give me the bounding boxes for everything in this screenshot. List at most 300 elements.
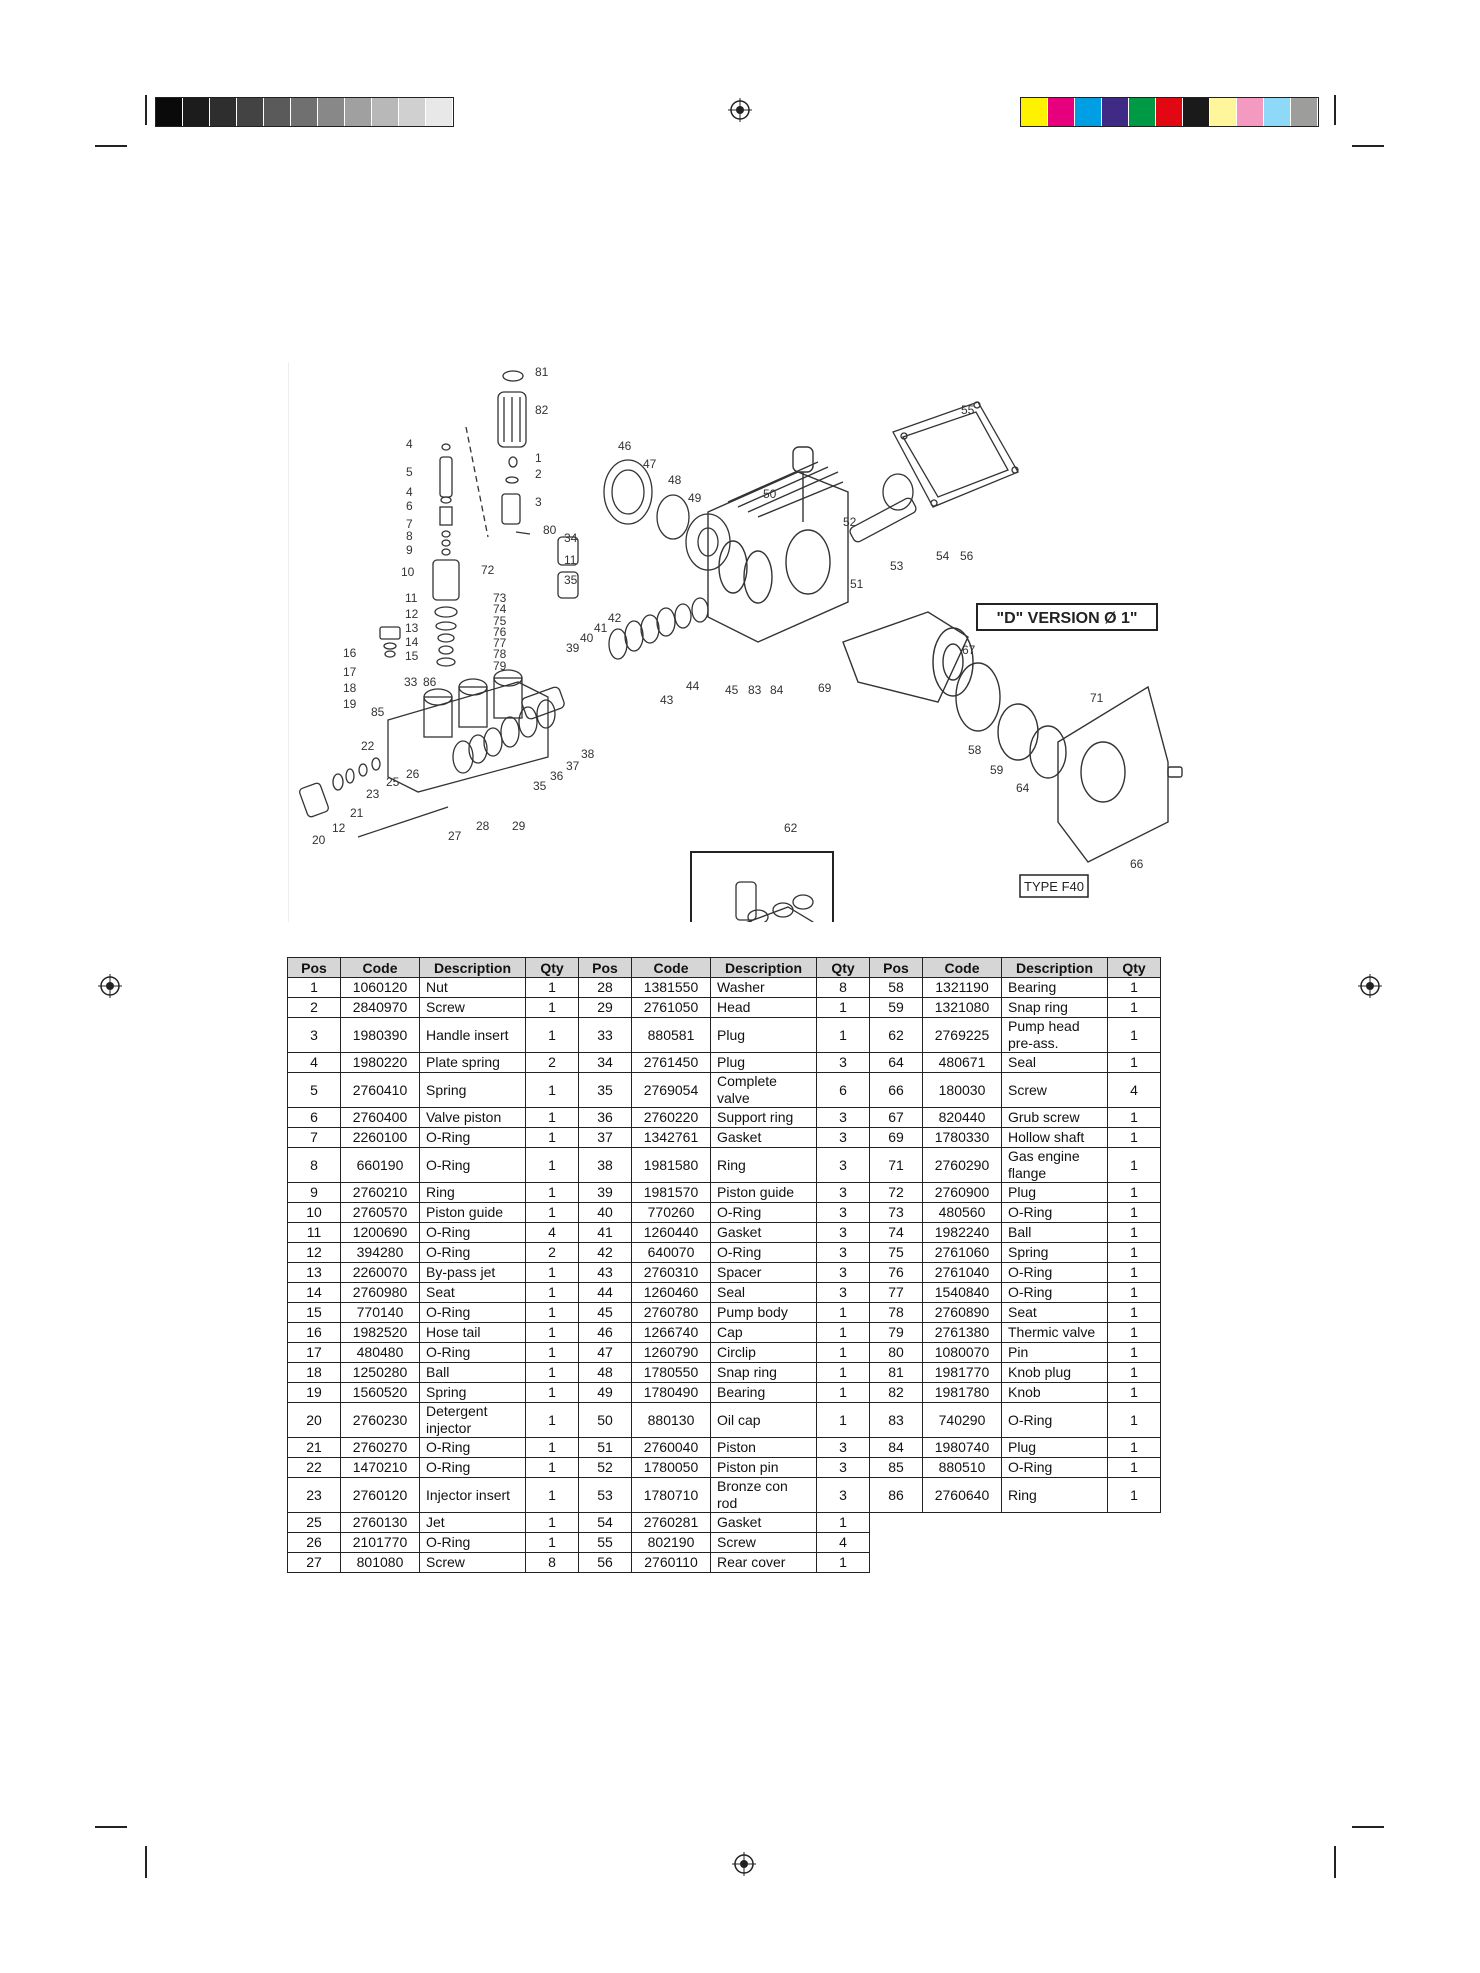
cell-pos: 16 (288, 1323, 341, 1343)
cell-code: 2260100 (341, 1128, 420, 1148)
cell-qty: 1 (526, 1018, 579, 1053)
cell-description: Spring (1002, 1243, 1108, 1263)
crop-mark (145, 95, 147, 125)
cell-description: Head (711, 998, 817, 1018)
header-code: Code (341, 958, 420, 978)
cell-qty (1108, 1513, 1161, 1533)
knob-assembly (466, 371, 530, 537)
cell-description: Seat (420, 1283, 526, 1303)
cell-qty: 1 (817, 1018, 870, 1053)
cell-description: O-Ring (711, 1243, 817, 1263)
cell-description: O-Ring (420, 1243, 526, 1263)
table-row (288, 1403, 1161, 1438)
callout-number: 51 (850, 577, 864, 591)
crop-mark (145, 1846, 147, 1878)
cell-description: Detergent injector (420, 1403, 526, 1438)
cell-qty: 3 (817, 1478, 870, 1513)
cell-code: 801080 (341, 1553, 420, 1573)
cell-qty: 3 (817, 1203, 870, 1223)
gray-swatch (399, 98, 426, 126)
callout-number: 35 (564, 573, 578, 587)
cell-code: 1560520 (341, 1383, 420, 1403)
callout-number: 54 (936, 549, 950, 563)
cell-pos (870, 1533, 923, 1553)
cell-code: 1780710 (632, 1478, 711, 1513)
cell-qty: 1 (817, 1383, 870, 1403)
cell-description: O-Ring (1002, 1263, 1108, 1283)
callout-number: 15 (405, 649, 419, 663)
cell-pos: 41 (579, 1223, 632, 1243)
table-row (288, 998, 1161, 1018)
cell-pos: 33 (579, 1018, 632, 1053)
callout-number: 55 (961, 403, 975, 417)
cell-qty: 1 (1108, 1263, 1161, 1283)
callout-number: 73 (493, 591, 507, 605)
table-row (288, 1148, 1161, 1183)
gray-swatch (183, 98, 210, 126)
callout-number: 39 (566, 641, 580, 655)
cell-description: Plug (711, 1018, 817, 1053)
cell-code: 660190 (341, 1148, 420, 1183)
cell-qty: 1 (526, 1148, 579, 1183)
cell-description: Plate spring (420, 1053, 526, 1073)
cell-description: Injector insert (420, 1478, 526, 1513)
table-row (288, 1438, 1161, 1458)
callout-number: 12 (405, 607, 419, 621)
cell-pos: 35 (579, 1073, 632, 1108)
cell-pos: 64 (870, 1053, 923, 1073)
callout-number: 25 (386, 775, 400, 789)
cell-qty: 3 (817, 1458, 870, 1478)
callout-number: 1 (535, 451, 542, 465)
callout-number: 56 (960, 549, 974, 563)
cell-description: Ring (1002, 1478, 1108, 1513)
cell-description: Spring (420, 1383, 526, 1403)
callout-number: 82 (535, 403, 549, 417)
cell-pos: 12 (288, 1243, 341, 1263)
cell-qty: 1 (1108, 1323, 1161, 1343)
cell-qty: 1 (1108, 978, 1161, 998)
cell-pos: 81 (870, 1363, 923, 1383)
gray-swatch (372, 98, 399, 126)
cell-code: 2761060 (923, 1243, 1002, 1263)
callout-number: 72 (481, 563, 495, 577)
cell-code: 1080070 (923, 1343, 1002, 1363)
cell-pos (870, 1553, 923, 1573)
cell-description: Spacer (711, 1263, 817, 1283)
cell-pos: 46 (579, 1323, 632, 1343)
header-qty: Qty (817, 958, 870, 978)
cell-code: 1780330 (923, 1128, 1002, 1148)
cell-qty: 1 (1108, 1108, 1161, 1128)
callout-number: 10 (401, 565, 415, 579)
cell-description: Ring (420, 1183, 526, 1203)
cell-qty: 1 (1108, 1343, 1161, 1363)
table-row (288, 1053, 1161, 1073)
cell-description: Gasket (711, 1128, 817, 1148)
cell-description: Screw (711, 1533, 817, 1553)
hollow-shaft (843, 612, 1066, 778)
cell-pos: 3 (288, 1018, 341, 1053)
cell-description: O-Ring (420, 1343, 526, 1363)
callout-number: 9 (406, 543, 413, 557)
cell-qty: 1 (1108, 1223, 1161, 1243)
table-row (288, 1458, 1161, 1478)
cell-code: 2769054 (632, 1073, 711, 1108)
cell-pos: 62 (870, 1018, 923, 1053)
cell-pos: 29 (579, 998, 632, 1018)
cell-pos: 17 (288, 1343, 341, 1363)
cell-code (923, 1533, 1002, 1553)
cell-pos: 45 (579, 1303, 632, 1323)
cell-pos: 78 (870, 1303, 923, 1323)
cell-description: O-Ring (420, 1128, 526, 1148)
callout-number: 64 (1016, 781, 1030, 795)
cell-qty: 2 (526, 1243, 579, 1263)
callout-number: 18 (343, 681, 357, 695)
callout-number: 4 (406, 437, 413, 451)
cell-description: O-Ring (1002, 1203, 1108, 1223)
cell-pos: 77 (870, 1283, 923, 1303)
cell-code: 640070 (632, 1243, 711, 1263)
table-row (288, 1478, 1161, 1513)
callout-number: 34 (564, 531, 578, 545)
cell-code: 2760210 (341, 1183, 420, 1203)
cell-pos: 21 (288, 1438, 341, 1458)
callout-number: 67 (962, 643, 976, 657)
callout-number: 40 (580, 631, 594, 645)
cell-code: 740290 (923, 1403, 1002, 1438)
cell-pos: 73 (870, 1203, 923, 1223)
callout-number: 78 (493, 647, 507, 661)
cell-description: Knob plug (1002, 1363, 1108, 1383)
table-header-row (288, 958, 1161, 978)
cell-qty: 1 (526, 1183, 579, 1203)
cell-description: Gasket (711, 1513, 817, 1533)
cell-code: 2760270 (341, 1438, 420, 1458)
table-row (288, 1183, 1161, 1203)
cell-qty: 6 (817, 1073, 870, 1108)
cell-qty: 1 (526, 1438, 579, 1458)
cell-description: Bearing (1002, 978, 1108, 998)
callout-number: 21 (350, 806, 364, 820)
cell-pos: 44 (579, 1283, 632, 1303)
cell-code: 2760400 (341, 1108, 420, 1128)
color-swatch (1102, 98, 1129, 126)
crop-mark (95, 1826, 127, 1828)
callout-number: 59 (990, 763, 1004, 777)
gray-swatch (237, 98, 264, 126)
cell-qty: 1 (526, 1478, 579, 1513)
cell-code: 1321080 (923, 998, 1002, 1018)
cell-description: Support ring (711, 1108, 817, 1128)
callout-number: 17 (343, 665, 357, 679)
cell-code: 880130 (632, 1403, 711, 1438)
cell-qty: 1 (526, 1073, 579, 1108)
cell-pos: 84 (870, 1438, 923, 1458)
callout-number: 38 (581, 747, 595, 761)
callout-number: 4 (406, 485, 413, 499)
cell-code: 2760900 (923, 1183, 1002, 1203)
engine-flange (1058, 687, 1182, 862)
cell-code: 394280 (341, 1243, 420, 1263)
table-row (288, 1243, 1161, 1263)
cell-code: 2101770 (341, 1533, 420, 1553)
cell-pos: 85 (870, 1458, 923, 1478)
cell-qty: 1 (526, 1323, 579, 1343)
cell-code: 2760640 (923, 1478, 1002, 1513)
cell-description: Pump head pre-ass. (1002, 1018, 1108, 1053)
cell-pos: 55 (579, 1533, 632, 1553)
cell-code: 1981570 (632, 1183, 711, 1203)
cell-description: Bearing (711, 1383, 817, 1403)
cell-description: O-Ring (420, 1303, 526, 1323)
inset-frame (691, 852, 833, 922)
cell-qty: 1 (1108, 1458, 1161, 1478)
table-row (288, 1283, 1161, 1303)
cell-qty: 1 (526, 1128, 579, 1148)
cell-description: O-Ring (420, 1458, 526, 1478)
cell-qty: 2 (526, 1053, 579, 1073)
cell-description: Hollow shaft (1002, 1128, 1108, 1148)
cell-description (1002, 1533, 1108, 1553)
cell-code: 1780550 (632, 1363, 711, 1383)
cell-pos: 80 (870, 1343, 923, 1363)
cell-qty: 3 (817, 1283, 870, 1303)
cell-qty: 1 (526, 978, 579, 998)
cell-code: 2760281 (632, 1513, 711, 1533)
cell-code: 2760890 (923, 1303, 1002, 1323)
cell-qty: 3 (817, 1438, 870, 1458)
cell-qty: 1 (526, 998, 579, 1018)
cell-code: 180030 (923, 1073, 1002, 1108)
cell-code: 1200690 (341, 1223, 420, 1243)
table-row (288, 1513, 1161, 1533)
crop-mark (1352, 145, 1384, 147)
cell-pos: 8 (288, 1148, 341, 1183)
cell-pos: 22 (288, 1458, 341, 1478)
cell-qty: 1 (526, 1403, 579, 1438)
crop-mark (1334, 1846, 1336, 1878)
crop-mark (95, 145, 127, 147)
cell-qty: 3 (817, 1183, 870, 1203)
callout-number: 76 (493, 625, 507, 639)
cell-qty: 1 (817, 1363, 870, 1383)
crop-mark (1352, 1826, 1384, 1828)
callout-number: 6 (406, 499, 413, 513)
table-row (288, 1533, 1161, 1553)
cell-description: Spring (420, 1073, 526, 1108)
cell-description (1002, 1553, 1108, 1573)
registration-target-icon (98, 974, 122, 998)
cell-code: 2760230 (341, 1403, 420, 1438)
registration-target-icon (1358, 974, 1382, 998)
cell-pos: 50 (579, 1403, 632, 1438)
cell-description: Ball (1002, 1223, 1108, 1243)
color-swatch (1048, 98, 1075, 126)
cell-qty: 1 (817, 1553, 870, 1573)
cell-pos: 2 (288, 998, 341, 1018)
parts-table (287, 957, 1161, 1573)
cell-description: Seal (1002, 1053, 1108, 1073)
pump-exploded-diagram (288, 362, 1188, 922)
cell-pos: 75 (870, 1243, 923, 1263)
cell-description: O-Ring (420, 1223, 526, 1243)
callout-number: 71 (1090, 691, 1104, 705)
cell-description: Pin (1002, 1343, 1108, 1363)
cell-code: 1321190 (923, 978, 1002, 998)
cell-code: 820440 (923, 1108, 1002, 1128)
cell-code: 1780050 (632, 1458, 711, 1478)
table-row (288, 1018, 1161, 1053)
cell-qty: 1 (1108, 1018, 1161, 1053)
cell-qty: 1 (1108, 1303, 1161, 1323)
header-code: Code (632, 958, 711, 978)
cell-qty: 1 (817, 1343, 870, 1363)
cell-description: Handle insert (420, 1018, 526, 1053)
cell-description: Plug (711, 1053, 817, 1073)
table-row (288, 978, 1161, 998)
cell-code: 1980390 (341, 1018, 420, 1053)
cell-pos: 67 (870, 1108, 923, 1128)
cell-description: Bronze con rod (711, 1478, 817, 1513)
cell-pos (870, 1513, 923, 1533)
cell-code: 1342761 (632, 1128, 711, 1148)
cell-qty: 1 (526, 1283, 579, 1303)
table-row (288, 1553, 1161, 1573)
callout-number: 52 (843, 515, 857, 529)
callout-number: 79 (493, 659, 507, 673)
cell-pos: 74 (870, 1223, 923, 1243)
cell-description: Screw (420, 1553, 526, 1573)
cell-description: Screw (1002, 1073, 1108, 1108)
version-label: "D" VERSION Ø 1" (996, 610, 1138, 627)
cell-qty: 1 (526, 1203, 579, 1223)
table-row (288, 1223, 1161, 1243)
header-qty: Qty (526, 958, 579, 978)
cell-code: 2760130 (341, 1513, 420, 1533)
cell-qty: 1 (526, 1533, 579, 1553)
cell-description: Snap ring (1002, 998, 1108, 1018)
cell-code: 1980740 (923, 1438, 1002, 1458)
cell-code: 2840970 (341, 998, 420, 1018)
callout-number: 7 (406, 517, 413, 531)
callout-number: 11 (405, 591, 418, 605)
cell-qty: 1 (526, 1458, 579, 1478)
cell-qty: 4 (1108, 1073, 1161, 1108)
cell-pos: 69 (870, 1128, 923, 1148)
cell-description: Gasket (711, 1223, 817, 1243)
cell-code: 1980220 (341, 1053, 420, 1073)
cell-code: 2760040 (632, 1438, 711, 1458)
cell-description: Jet (420, 1513, 526, 1533)
callout-number: 35 (533, 779, 547, 793)
gray-swatch (156, 98, 183, 126)
cell-code (923, 1553, 1002, 1573)
cell-pos: 10 (288, 1203, 341, 1223)
cell-qty: 1 (1108, 1478, 1161, 1513)
color-swatch (1264, 98, 1291, 126)
cell-qty: 3 (817, 1128, 870, 1148)
color-swatch (1237, 98, 1264, 126)
cell-pos: 25 (288, 1513, 341, 1533)
cell-pos: 83 (870, 1403, 923, 1438)
cell-description: Gas engine flange (1002, 1148, 1108, 1183)
cell-qty: 1 (526, 1343, 579, 1363)
cell-code: 880581 (632, 1018, 711, 1053)
cell-description: Plug (1002, 1438, 1108, 1458)
cell-description: Complete valve (711, 1073, 817, 1108)
callout-number: 29 (512, 819, 526, 833)
cell-pos: 26 (288, 1533, 341, 1553)
cell-code: 1981770 (923, 1363, 1002, 1383)
cell-qty: 1 (1108, 1403, 1161, 1438)
cell-code: 2761380 (923, 1323, 1002, 1343)
cell-code: 2760290 (923, 1148, 1002, 1183)
cell-pos: 34 (579, 1053, 632, 1073)
color-calibration-bar (1020, 97, 1319, 127)
cell-pos: 58 (870, 978, 923, 998)
cell-pos: 20 (288, 1403, 341, 1438)
cell-qty: 4 (817, 1533, 870, 1553)
cell-code: 480480 (341, 1343, 420, 1363)
cell-qty: 1 (526, 1108, 579, 1128)
callout-number: 11 (564, 553, 577, 567)
cell-description: Plug (1002, 1183, 1108, 1203)
cell-description: Grub screw (1002, 1108, 1108, 1128)
cell-pos: 15 (288, 1303, 341, 1323)
cell-code: 2760220 (632, 1108, 711, 1128)
cell-description: O-Ring (420, 1148, 526, 1183)
cell-description: O-Ring (420, 1533, 526, 1553)
cell-description: By-pass jet (420, 1263, 526, 1283)
header-description: Description (420, 958, 526, 978)
cell-code: 1266740 (632, 1323, 711, 1343)
table-row (288, 1128, 1161, 1148)
cell-pos: 37 (579, 1128, 632, 1148)
cell-pos: 40 (579, 1203, 632, 1223)
callout-number: 5 (406, 465, 413, 479)
callout-number: 28 (476, 819, 490, 833)
cell-description: Piston guide (420, 1203, 526, 1223)
callout-number: 80 (543, 523, 557, 537)
cell-pos: 18 (288, 1363, 341, 1383)
cell-description: Ring (711, 1148, 817, 1183)
type-label: TYPE F40 (1024, 879, 1084, 894)
cell-qty: 1 (1108, 1148, 1161, 1183)
cell-code: 1982240 (923, 1223, 1002, 1243)
cell-description: Pump body (711, 1303, 817, 1323)
callout-number: 33 (404, 675, 418, 689)
callout-number: 81 (535, 365, 549, 379)
cell-pos: 6 (288, 1108, 341, 1128)
callout-number: 86 (423, 675, 437, 689)
callout-number: 42 (608, 611, 622, 625)
cell-code: 1470210 (341, 1458, 420, 1478)
cell-pos: 48 (579, 1363, 632, 1383)
callout-number: 74 (493, 602, 507, 616)
cell-description: O-Ring (1002, 1403, 1108, 1438)
cell-description: Cap (711, 1323, 817, 1343)
cell-code: 1981580 (632, 1148, 711, 1183)
cell-description: Hose tail (420, 1323, 526, 1343)
cell-qty: 1 (1108, 1243, 1161, 1263)
cell-pos: 42 (579, 1243, 632, 1263)
table-row (288, 1108, 1161, 1128)
cell-description: O-Ring (711, 1203, 817, 1223)
cell-description: Washer (711, 978, 817, 998)
cell-qty: 1 (817, 1403, 870, 1438)
